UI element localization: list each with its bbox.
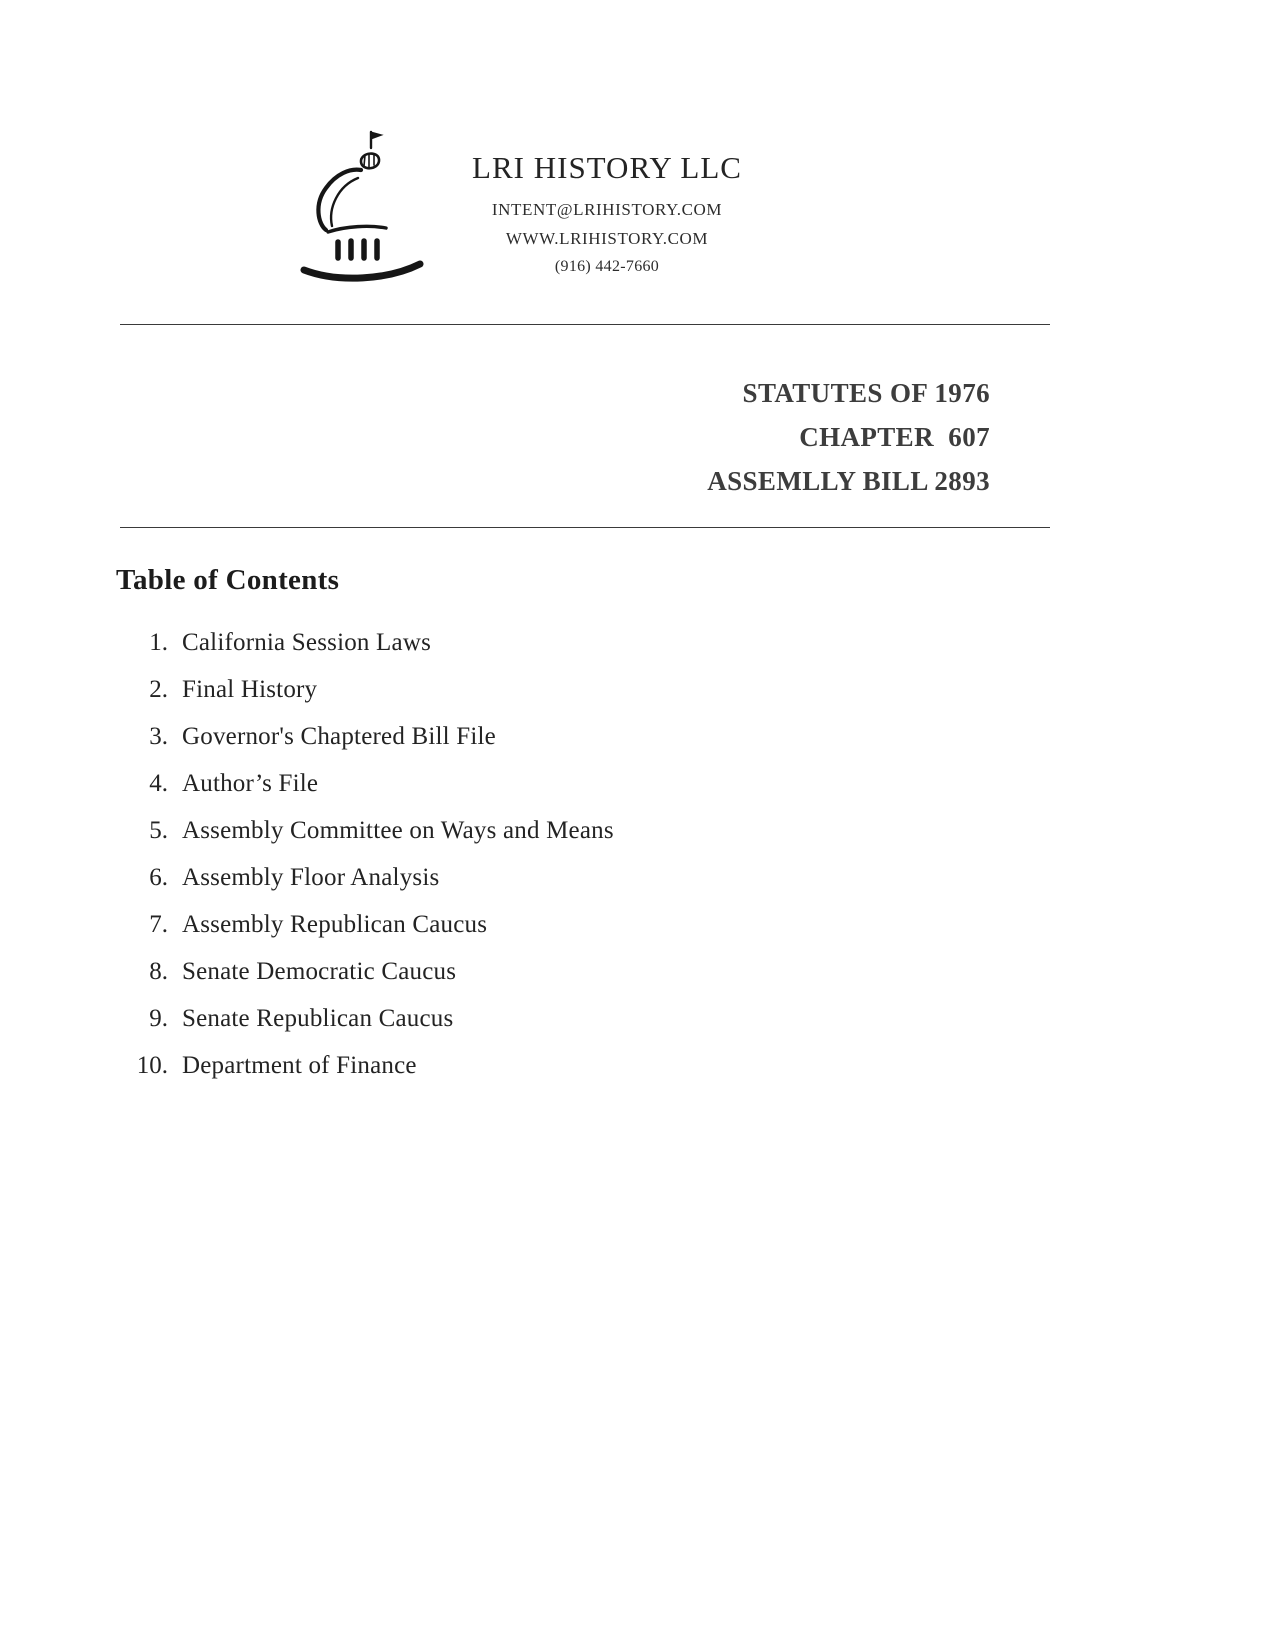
toc-item-label: Author’s File (182, 770, 319, 797)
toc-item-number: 1. (149, 629, 168, 656)
statute-title-line: CHAPTER 607 (799, 422, 990, 452)
toc-item-label: Assembly Floor Analysis (182, 864, 440, 891)
toc-item (116, 629, 1276, 656)
toc-item-number: 6. (149, 864, 168, 891)
toc-item (116, 817, 1276, 844)
toc-list (116, 629, 1276, 1079)
statute-title-block (0, 371, 990, 503)
divider-top (120, 324, 1050, 325)
company-name: LRI HISTORY LLC (472, 150, 742, 185)
toc-item-label: Assembly Republican Caucus (182, 911, 488, 938)
toc-item-label: Department of Finance (182, 1052, 417, 1079)
toc-item-number: 3. (149, 723, 168, 750)
toc-item-label: Senate Democratic Caucus (182, 958, 457, 985)
statute-title-line: ASSEMLLY BILL 2893 (707, 466, 990, 496)
toc-item (116, 676, 1276, 703)
toc-item-number: 7. (149, 911, 168, 938)
toc-item (116, 911, 1276, 938)
toc-item-number: 9. (149, 1005, 168, 1032)
letterhead (0, 0, 1276, 288)
toc-item-number: 8. (149, 958, 168, 985)
toc-item (116, 723, 1276, 750)
toc-item-number: 4. (149, 770, 168, 797)
toc-item-label: Senate Republican Caucus (182, 1005, 454, 1032)
toc-item-number: 5. (149, 817, 168, 844)
toc-item (116, 1052, 1276, 1079)
statute-title-line: STATUTES OF 1976 (742, 378, 990, 408)
letterhead-text (472, 150, 742, 285)
toc-item (116, 1005, 1276, 1032)
toc-item-number: 10. (136, 1052, 168, 1079)
company-phone: (916) 442-7660 (554, 258, 660, 275)
toc-item (116, 770, 1276, 797)
divider-bottom (120, 527, 1050, 528)
toc-item-label: Governor's Chaptered Bill File (182, 723, 496, 750)
toc-item-label: Final History (182, 676, 318, 703)
toc-item-label: California Session Laws (182, 629, 432, 656)
toc-item (116, 958, 1276, 985)
toc-item-label: Assembly Committee on Ways and Means (182, 817, 614, 844)
toc-item (116, 864, 1276, 891)
toc-heading: Table of Contents (116, 564, 340, 596)
capitol-dome-sketch-logo (298, 128, 438, 288)
toc-item-number: 2. (149, 676, 168, 703)
company-website: WWW.LRIHISTORY.COM (505, 229, 709, 248)
company-email: INTENT@LRIHISTORY.COM (491, 200, 723, 219)
